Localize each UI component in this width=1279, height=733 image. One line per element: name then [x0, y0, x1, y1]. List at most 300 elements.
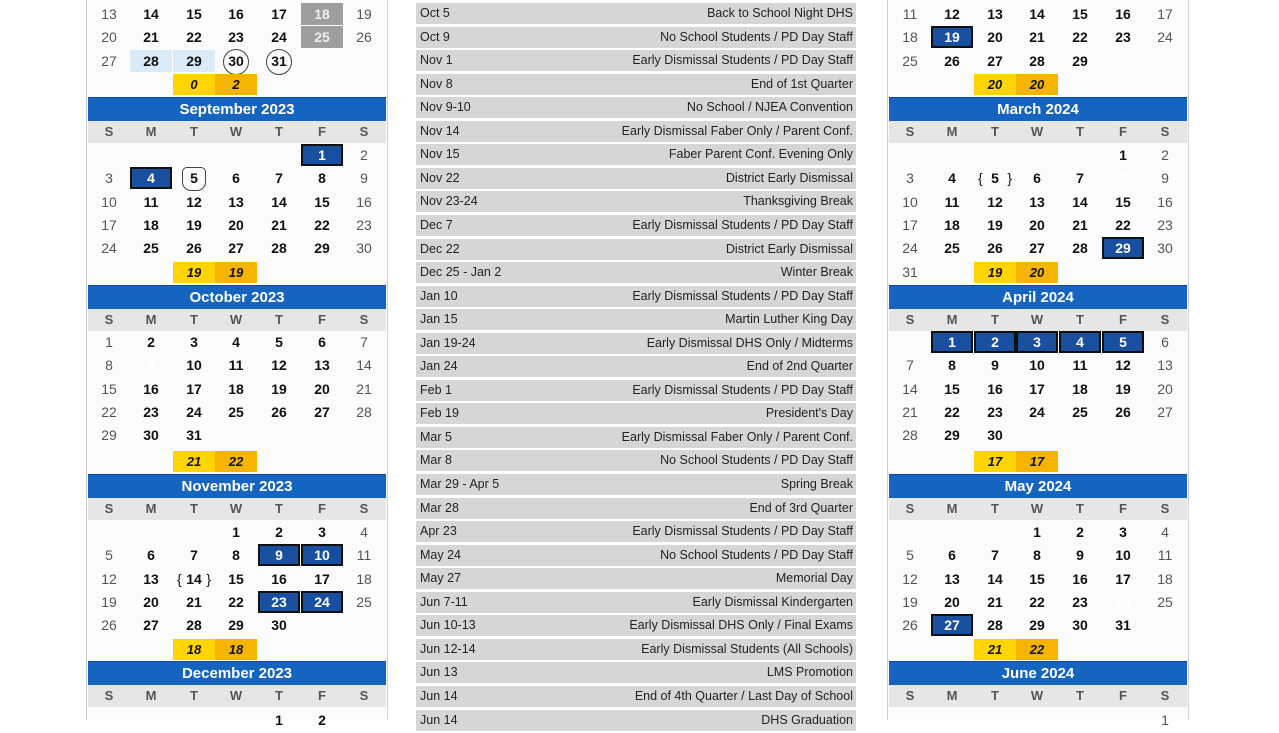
- month-header-march: March 2024: [889, 97, 1187, 122]
- day-cell[interactable]: 21: [271, 216, 287, 233]
- event-row[interactable]: [416, 639, 856, 662]
- day-cell[interactable]: 27: [1157, 403, 1173, 420]
- day-cell[interactable]: 22: [1115, 216, 1131, 233]
- weekday-label: S: [905, 688, 915, 703]
- day-cell[interactable]: 28: [186, 617, 202, 634]
- weekday-label: T: [190, 124, 198, 139]
- day-cell[interactable]: 16: [1157, 193, 1173, 210]
- weekday-label: W: [1030, 501, 1044, 516]
- day-cell[interactable]: { 5 }: [974, 167, 1016, 189]
- day-cell[interactable]: 20: [143, 593, 159, 610]
- day-cell[interactable]: 2: [318, 712, 326, 728]
- day-cell[interactable]: 15: [228, 570, 244, 587]
- event-row[interactable]: [416, 521, 856, 544]
- day-cell[interactable]: 28: [271, 240, 287, 257]
- day-cell[interactable]: 23: [143, 403, 159, 420]
- day-cell[interactable]: 2: [147, 334, 155, 350]
- event-row[interactable]: [416, 710, 856, 733]
- day-cell[interactable]: 14: [271, 193, 287, 210]
- day-cell[interactable]: 9: [1076, 547, 1084, 564]
- day-cell[interactable]: 2: [1076, 524, 1084, 540]
- day-cell[interactable]: 6: [1033, 170, 1041, 187]
- attendance-count: 22: [1016, 639, 1058, 660]
- day-cell[interactable]: 8: [232, 547, 240, 564]
- day-cell[interactable]: 30: [1157, 240, 1173, 257]
- event-date: May 24: [420, 547, 461, 562]
- day-cell[interactable]: 7: [360, 334, 368, 350]
- day-cell[interactable]: 20: [228, 216, 244, 233]
- day-cell[interactable]: 4: [1059, 331, 1101, 353]
- weekday-label: M: [946, 312, 958, 327]
- weekday-label: F: [318, 501, 326, 516]
- day-cell[interactable]: 12: [101, 570, 117, 587]
- day-cell[interactable]: 17: [1115, 570, 1131, 587]
- day-cell[interactable]: 19: [356, 6, 372, 22]
- day-cell[interactable]: 3: [190, 334, 198, 350]
- event-row[interactable]: [416, 427, 856, 450]
- day-cell[interactable]: 31: [186, 427, 202, 444]
- day-cell[interactable]: 18: [902, 29, 918, 46]
- day-cell[interactable]: 15: [186, 6, 202, 22]
- day-cell[interactable]: 4: [1161, 524, 1169, 540]
- day-cell[interactable]: 11: [356, 547, 372, 564]
- weekday-label: T: [1076, 501, 1084, 516]
- day-cell[interactable]: 25: [1157, 593, 1173, 610]
- day-cell[interactable]: 22: [215, 591, 257, 613]
- day-cell[interactable]: 14: [356, 357, 372, 374]
- day-cell[interactable]: 11: [1072, 357, 1088, 374]
- event-row[interactable]: [416, 27, 856, 50]
- day-cell[interactable]: 21: [1072, 216, 1088, 233]
- day-cell[interactable]: 2: [275, 524, 283, 540]
- day-cell[interactable]: 12: [271, 357, 287, 374]
- day-cell[interactable]: 10: [101, 193, 117, 210]
- day-cell[interactable]: 26: [987, 240, 1003, 257]
- day-cell[interactable]: 25: [356, 593, 372, 610]
- weekday-label: T: [1076, 124, 1084, 139]
- day-cell[interactable]: 27: [931, 614, 973, 636]
- day-cell[interactable]: 27: [314, 403, 330, 420]
- event-description: End of 3rd Quarter: [749, 500, 853, 515]
- day-cell[interactable]: 24: [271, 29, 287, 46]
- day-cell[interactable]: 9: [130, 354, 172, 376]
- day-cell[interactable]: 21: [1029, 29, 1045, 46]
- weekday-row: [88, 309, 386, 331]
- event-description: Early Dismissal Students (All Schools): [641, 641, 853, 656]
- day-cell[interactable]: 22: [101, 403, 117, 420]
- day-cell[interactable]: 3: [1119, 524, 1127, 540]
- event-row[interactable]: [416, 498, 856, 521]
- weekday-label: M: [946, 501, 958, 516]
- day-cell[interactable]: 22: [314, 216, 330, 233]
- day-cell[interactable]: 8: [105, 357, 113, 374]
- attendance-count: 19: [173, 262, 215, 283]
- day-cell[interactable]: 5: [275, 334, 283, 350]
- day-cell[interactable]: 13: [944, 570, 960, 587]
- day-cell[interactable]: 9: [1161, 170, 1169, 187]
- day-cell[interactable]: 28: [356, 403, 372, 420]
- event-date: Mar 28: [420, 500, 459, 515]
- day-cell[interactable]: 1: [931, 331, 973, 353]
- day-cell[interactable]: 27: [101, 52, 117, 69]
- day-cell[interactable]: 8: [1033, 547, 1041, 564]
- day-cell[interactable]: 25: [143, 240, 159, 257]
- day-cell[interactable]: 14: [987, 570, 1003, 587]
- day-cell[interactable]: 5: [105, 547, 113, 564]
- day-cell[interactable]: 20: [314, 380, 330, 397]
- weekday-row: [889, 309, 1187, 331]
- day-cell[interactable]: 23: [356, 216, 372, 233]
- weekday-label: F: [1119, 688, 1127, 703]
- day-cell[interactable]: 31: [902, 263, 918, 280]
- day-cell[interactable]: 19: [271, 380, 287, 397]
- day-cell[interactable]: 19: [1115, 380, 1131, 397]
- day-cell[interactable]: 24: [101, 240, 117, 257]
- attendance-count: 18: [215, 639, 257, 660]
- day-cell[interactable]: 24: [301, 591, 343, 613]
- day-cell[interactable]: 15: [314, 193, 330, 210]
- day-cell[interactable]: 29: [314, 240, 330, 257]
- day-cell[interactable]: 19: [987, 216, 1003, 233]
- event-date: Dec 7: [420, 217, 453, 232]
- event-row[interactable]: [416, 239, 856, 262]
- event-date: Jan 19-24: [420, 335, 476, 350]
- day-cell[interactable]: 22: [1029, 593, 1045, 610]
- day-cell[interactable]: 1: [1033, 524, 1041, 540]
- day-cell[interactable]: 3: [906, 170, 914, 187]
- weekday-label: S: [1160, 124, 1170, 139]
- day-cell[interactable]: 17: [314, 570, 330, 587]
- day-cell[interactable]: 10: [1115, 547, 1131, 564]
- day-cell[interactable]: 13: [314, 357, 330, 374]
- weekday-label: S: [1160, 501, 1170, 516]
- weekday-label: W: [229, 688, 243, 703]
- day-cell[interactable]: 26: [902, 617, 918, 634]
- event-row[interactable]: [416, 74, 856, 97]
- day-cell[interactable]: 30: [143, 427, 159, 444]
- day-cell[interactable]: 21: [987, 593, 1003, 610]
- day-cell[interactable]: 13: [143, 570, 159, 587]
- weekday-label: W: [1030, 124, 1044, 139]
- event-description: Early Dismissal DHS Only / Final Exams: [629, 618, 853, 633]
- day-cell[interactable]: 4: [232, 334, 240, 350]
- day-cell[interactable]: 25: [228, 403, 244, 420]
- day-cell[interactable]: 14: [1072, 193, 1088, 210]
- event-row[interactable]: [416, 191, 856, 214]
- weekday-label: T: [190, 312, 198, 327]
- day-cell[interactable]: 16: [1115, 6, 1131, 22]
- day-cell[interactable]: 21: [902, 403, 918, 420]
- event-row[interactable]: [416, 144, 856, 167]
- day-cell[interactable]: 16: [143, 380, 159, 397]
- day-cell[interactable]: 29: [1072, 52, 1088, 69]
- day-cell[interactable]: 23: [258, 591, 300, 613]
- weekday-label: S: [359, 501, 369, 516]
- day-cell[interactable]: 9: [991, 357, 999, 374]
- day-cell[interactable]: 26: [186, 240, 202, 257]
- event-row[interactable]: [416, 592, 856, 615]
- day-cell[interactable]: 27: [143, 617, 159, 634]
- month-header-september: September 2023: [88, 97, 386, 122]
- day-cell[interactable]: 11: [143, 193, 159, 210]
- day-cell[interactable]: 12: [944, 6, 960, 22]
- weekday-row: [889, 685, 1187, 707]
- event-row[interactable]: [416, 615, 856, 638]
- weekday-label: T: [275, 124, 283, 139]
- day-cell[interactable]: 26: [101, 617, 117, 634]
- day-cell[interactable]: 16: [271, 570, 287, 587]
- day-cell[interactable]: 18: [1072, 380, 1088, 397]
- day-cell[interactable]: 1: [1119, 147, 1127, 163]
- day-cell[interactable]: 2: [1161, 147, 1169, 163]
- day-cell[interactable]: 20: [987, 29, 1003, 46]
- day-cell[interactable]: 28: [1072, 240, 1088, 257]
- day-cell[interactable]: 21: [143, 29, 159, 46]
- event-row[interactable]: [416, 474, 856, 497]
- day-cell[interactable]: 1: [232, 524, 240, 540]
- day-cell[interactable]: 29: [944, 427, 960, 444]
- day-cell[interactable]: 14: [902, 380, 918, 397]
- day-cell[interactable]: 24: [902, 240, 918, 257]
- day-cell[interactable]: 15: [1115, 193, 1131, 210]
- day-cell[interactable]: 12: [902, 570, 918, 587]
- weekday-label: F: [1119, 312, 1127, 327]
- attendance-count: 18: [173, 639, 215, 660]
- day-cell[interactable]: 1: [1161, 712, 1169, 728]
- day-cell[interactable]: 23: [1072, 593, 1088, 610]
- day-cell[interactable]: 17: [271, 6, 287, 22]
- day-cell[interactable]: 16: [228, 6, 244, 22]
- event-description: Early Dismissal Faber Only / Parent Conf.: [621, 123, 853, 138]
- day-cell[interactable]: 11: [1157, 547, 1173, 564]
- weekday-label: F: [1119, 501, 1127, 516]
- day-cell[interactable]: 19: [101, 593, 117, 610]
- day-cell[interactable]: 25: [944, 240, 960, 257]
- day-cell[interactable]: 13: [101, 6, 117, 22]
- day-cell[interactable]: 10: [186, 357, 202, 374]
- day-cell[interactable]: 16: [1072, 570, 1088, 587]
- day-cell[interactable]: 6: [147, 547, 155, 564]
- day-cell[interactable]: 18: [228, 380, 244, 397]
- day-cell[interactable]: 10: [301, 544, 343, 566]
- day-cell[interactable]: 16: [356, 193, 372, 210]
- event-row[interactable]: [416, 380, 856, 403]
- day-cell[interactable]: 14: [143, 6, 159, 22]
- day-cell[interactable]: 27: [228, 240, 244, 257]
- day-cell[interactable]: 17: [902, 216, 918, 233]
- event-date: Feb 1: [420, 382, 452, 397]
- day-cell[interactable]: 20: [944, 593, 960, 610]
- event-row[interactable]: [416, 686, 856, 709]
- event-row[interactable]: [416, 50, 856, 73]
- day-cell[interactable]: 11: [944, 193, 960, 210]
- day-cell[interactable]: 17: [186, 380, 202, 397]
- day-cell[interactable]: 30: [987, 427, 1003, 444]
- day-cell[interactable]: 13: [1157, 357, 1173, 374]
- day-cell[interactable]: 10: [1029, 357, 1045, 374]
- event-row[interactable]: [416, 450, 856, 473]
- day-cell[interactable]: 5: [1102, 331, 1144, 353]
- day-cell[interactable]: 5: [906, 547, 914, 564]
- day-cell[interactable]: 29: [101, 427, 117, 444]
- attendance-count: 0: [173, 74, 215, 95]
- day-cell[interactable]: 24: [186, 403, 202, 420]
- day-cell[interactable]: 28: [987, 617, 1003, 634]
- day-cell[interactable]: 4: [948, 170, 956, 187]
- day-cell[interactable]: 17: [1029, 380, 1045, 397]
- day-cell[interactable]: 29: [173, 50, 215, 72]
- day-cell[interactable]: 18: [143, 216, 159, 233]
- day-cell[interactable]: 3: [318, 524, 326, 540]
- day-cell[interactable]: 26: [1115, 403, 1131, 420]
- day-cell[interactable]: 23: [987, 403, 1003, 420]
- day-cell[interactable]: 15: [1029, 570, 1045, 587]
- day-cell[interactable]: 28: [902, 427, 918, 444]
- day-cell[interactable]: 16: [987, 380, 1003, 397]
- day-cell[interactable]: 15: [944, 380, 960, 397]
- event-row[interactable]: [416, 309, 856, 332]
- day-cell[interactable]: 29: [228, 617, 244, 634]
- day-cell[interactable]: 27: [987, 52, 1003, 69]
- day-cell[interactable]: 30: [271, 617, 287, 634]
- day-cell[interactable]: 22: [1072, 29, 1088, 46]
- day-cell[interactable]: 29: [1029, 617, 1045, 634]
- day-cell[interactable]: 8: [1102, 167, 1144, 189]
- day-cell[interactable]: 1: [105, 334, 113, 350]
- event-row[interactable]: [416, 568, 856, 591]
- day-cell[interactable]: 7: [190, 547, 198, 564]
- day-cell[interactable]: 18: [301, 3, 343, 25]
- day-cell[interactable]: 22: [944, 403, 960, 420]
- day-cell[interactable]: 6: [948, 547, 956, 564]
- day-cell[interactable]: 20: [1029, 216, 1045, 233]
- day-cell[interactable]: 5: [173, 167, 215, 189]
- day-cell[interactable]: 11: [228, 357, 244, 374]
- event-row[interactable]: [416, 333, 856, 356]
- day-cell[interactable]: 4: [360, 524, 368, 540]
- day-cell[interactable]: 23: [1157, 216, 1173, 233]
- day-cell[interactable]: 26: [944, 52, 960, 69]
- day-cell[interactable]: 2: [974, 331, 1016, 353]
- weekday-label: T: [1076, 688, 1084, 703]
- day-cell[interactable]: 23: [228, 29, 244, 46]
- day-cell[interactable]: 25: [301, 26, 343, 48]
- day-cell[interactable]: 30: [356, 240, 372, 257]
- day-cell[interactable]: 8: [318, 170, 326, 187]
- day-cell[interactable]: 8: [948, 357, 956, 374]
- day-cell[interactable]: { 14 }: [173, 568, 215, 590]
- event-description: Early Dismissal Students / PD Day Staff: [632, 217, 853, 232]
- day-cell[interactable]: 7: [275, 170, 283, 187]
- day-cell[interactable]: 21: [186, 593, 202, 610]
- event-row[interactable]: [416, 286, 856, 309]
- day-cell[interactable]: 31: [258, 50, 300, 72]
- day-cell[interactable]: 9: [258, 544, 300, 566]
- day-cell[interactable]: 21: [356, 380, 372, 397]
- day-cell[interactable]: 24: [1029, 403, 1045, 420]
- event-date: Nov 15: [420, 147, 460, 162]
- day-cell[interactable]: 27: [1029, 240, 1045, 257]
- event-row[interactable]: [416, 545, 856, 568]
- day-cell[interactable]: 29: [1102, 237, 1144, 259]
- day-cell[interactable]: 20: [101, 29, 117, 46]
- day-cell[interactable]: 20: [1157, 380, 1173, 397]
- day-cell[interactable]: 19: [902, 593, 918, 610]
- day-cell[interactable]: 26: [356, 29, 372, 46]
- day-cell[interactable]: 7: [1076, 170, 1084, 187]
- event-row[interactable]: [416, 262, 856, 285]
- day-cell[interactable]: 15: [1072, 6, 1088, 22]
- day-cell[interactable]: 12: [186, 193, 202, 210]
- event-row[interactable]: [416, 403, 856, 426]
- day-cell[interactable]: 1: [301, 144, 343, 166]
- day-cell[interactable]: 19: [186, 216, 202, 233]
- day-cell[interactable]: 2: [360, 147, 368, 163]
- day-cell[interactable]: 6: [1161, 334, 1169, 350]
- day-cell[interactable]: 7: [991, 547, 999, 564]
- event-row[interactable]: [416, 662, 856, 685]
- event-date: Oct 5: [420, 6, 450, 20]
- day-cell[interactable]: 25: [902, 52, 918, 69]
- day-cell[interactable]: 18: [944, 216, 960, 233]
- day-cell[interactable]: 13: [987, 6, 1003, 22]
- day-cell[interactable]: 22: [186, 29, 202, 46]
- day-cell[interactable]: 24: [1157, 29, 1173, 46]
- event-row[interactable]: [416, 121, 856, 144]
- day-cell[interactable]: 1: [275, 712, 283, 728]
- day-cell[interactable]: 23: [1115, 29, 1131, 46]
- day-cell[interactable]: 28: [1029, 52, 1045, 69]
- event-row[interactable]: [416, 356, 856, 379]
- day-cell[interactable]: 15: [101, 380, 117, 397]
- day-cell[interactable]: 19: [931, 26, 973, 48]
- day-cell[interactable]: 9: [360, 170, 368, 187]
- day-cell[interactable]: 7: [906, 357, 914, 374]
- day-cell[interactable]: 18: [356, 570, 372, 587]
- day-cell[interactable]: 6: [318, 334, 326, 350]
- day-cell[interactable]: 30: [1072, 617, 1088, 634]
- day-cell[interactable]: 12: [987, 193, 1003, 210]
- event-row[interactable]: [416, 97, 856, 120]
- day-cell[interactable]: 13: [1029, 193, 1045, 210]
- day-cell[interactable]: 17: [1157, 6, 1173, 22]
- day-cell[interactable]: 13: [228, 193, 244, 210]
- day-cell[interactable]: 18: [1157, 570, 1173, 587]
- day-cell[interactable]: 12: [1115, 357, 1131, 374]
- day-cell[interactable]: 3: [1016, 331, 1058, 353]
- event-date: May 27: [420, 571, 461, 586]
- day-cell[interactable]: 3: [105, 170, 113, 187]
- day-cell[interactable]: 17: [101, 216, 117, 233]
- day-cell[interactable]: 11: [902, 6, 918, 22]
- weekday-label: S: [359, 312, 369, 327]
- day-cell[interactable]: 24: [1102, 591, 1144, 613]
- month-header-october: October 2023: [88, 285, 386, 310]
- day-cell[interactable]: 10: [902, 193, 918, 210]
- event-row[interactable]: [416, 3, 856, 26]
- day-cell[interactable]: 25: [1072, 403, 1088, 420]
- day-cell[interactable]: 28: [130, 50, 172, 72]
- day-cell[interactable]: 6: [232, 170, 240, 187]
- event-row[interactable]: [416, 168, 856, 191]
- day-cell[interactable]: 26: [271, 403, 287, 420]
- day-cell[interactable]: 14: [1029, 6, 1045, 22]
- day-cell[interactable]: 31: [1115, 617, 1131, 634]
- day-cell[interactable]: 30: [215, 50, 257, 72]
- event-row[interactable]: [416, 215, 856, 238]
- weekday-label: M: [145, 124, 157, 139]
- day-cell[interactable]: 4: [130, 167, 172, 189]
